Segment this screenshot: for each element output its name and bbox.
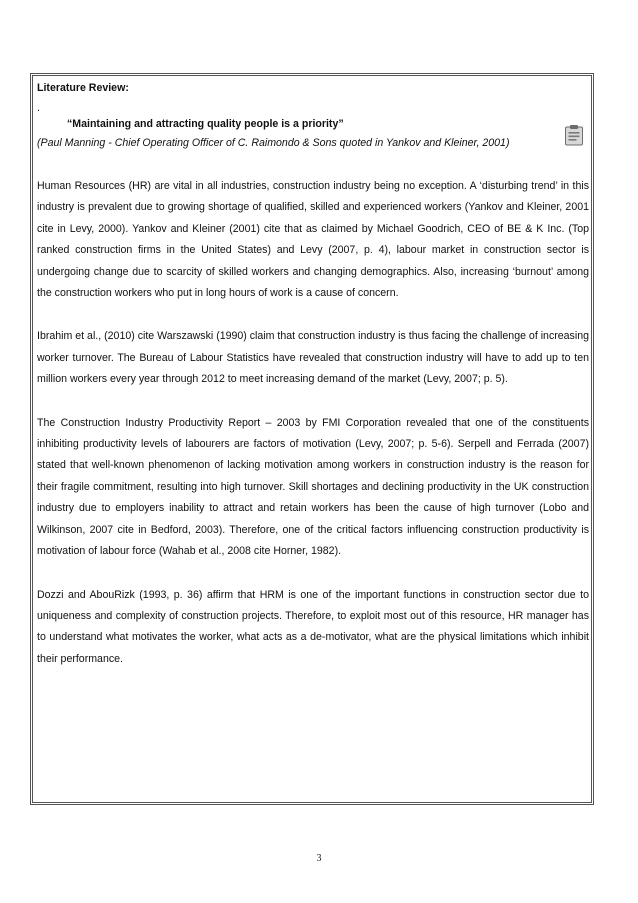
paragraph-worker-turnover: Ibrahim et al., (2010) cite Warszawski (1990) claim that construction industry is thus facing the challenge of increasing worker turnover. The Bureau of Labour Statistics have revealed that construction industry will have to add up to ten million workers every year through 2012 to meet increasing demand of the market (Levy, 2007; p. 5). bbox=[37, 330, 589, 386]
attribution-text: (Paul Manning - Chief Operating Officer of C. Raimondo & Sons quoted in Yankov and Kleiner, 2001) bbox=[37, 137, 510, 149]
epigraph-quote: “Maintaining and attracting quality people is a priority” bbox=[67, 118, 344, 130]
paragraph-productivity-report: The Construction Industry Productivity Report – 2003 by FMI Corporation revealed that one of the constituents inhibiting productivity levels of labourers are factors of motivation (Levy, 2007; p. 5-6). Serpell and Ferrada (2007) stated that well-known phenomenon of lacking motivation among workers in construction industry is the reason for their fragile commitment, resulting into high turnover. Skill shortages and declining productivity in the UK construction industry due to employers inability to attract and retain workers has been the cause of high turnover (Lobo and Wilkinson, 2007 cite in Bedford, 2003). Therefore, one of the critical factors influencing construction productivity is motivation of labour force (Wahab et al., 2008 cite Horner, 1982). bbox=[37, 416, 589, 558]
note-icon-graphic bbox=[564, 124, 584, 146]
stray-dot: . bbox=[37, 102, 40, 114]
note-icon[interactable] bbox=[564, 124, 584, 146]
paragraph-hrm-functions: Dozzi and AbouRizk (1993, p. 36) affirm that HRM is one of the important functions in construction sector due to uniqueness and complexity of construction projects. Therefore, to exploit most out of this resource, HR manager has to understand what motivates the worker, what acts as a de-motivator, what are the physical limitations which inhibit their performance. bbox=[37, 588, 589, 665]
page-number: 3 bbox=[316, 853, 322, 864]
document-body bbox=[37, 81, 589, 670]
quote-attribution bbox=[37, 136, 589, 150]
paragraph-hr-vital: Human Resources (HR) are vital in all industries, construction industry being no exception. A ‘disturbing trend’ in this industry is prevalent due to growing shortage of qualified, skilled and experienced workers (Yankov and Kleiner, 2001 cite in Levy, 2000). Yankov and Kleiner (2001) cite that as claimed by Michael Goodrich, CEO of BE & K Inc. (Top ranked construction firms in the United States) and Levy (2007, p. 4), labour market in construction sector is undergoing change due to scarcity of skilled workers and changing demographics. Also, increasing ‘burnout’ among the construction workers who put in long hours of work is a cause of concern. bbox=[37, 180, 589, 300]
section-title: Literature Review: bbox=[37, 82, 129, 94]
